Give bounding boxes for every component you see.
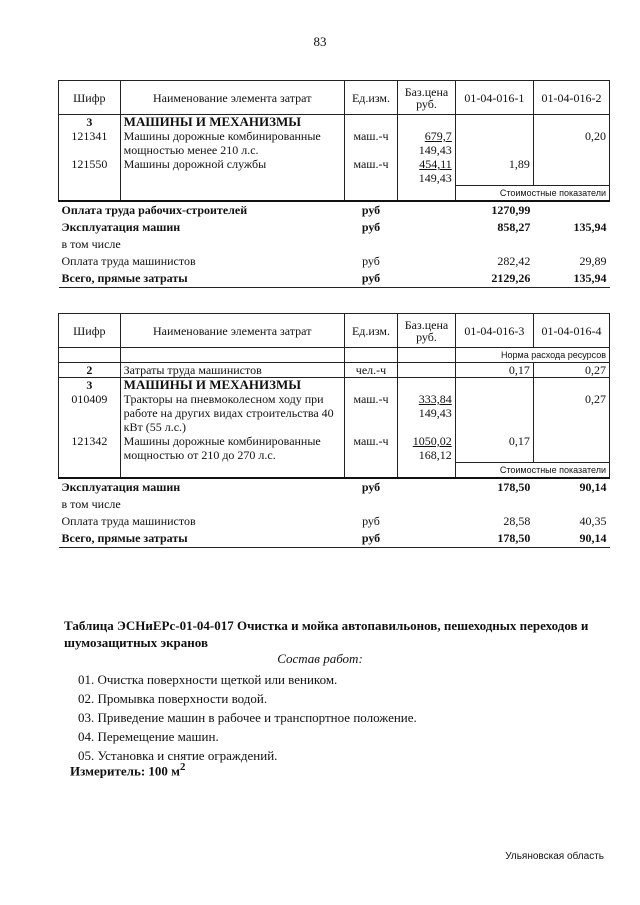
summary-unit: руб bbox=[344, 478, 397, 496]
section-row bbox=[59, 115, 610, 130]
summary-unit: руб bbox=[344, 270, 397, 288]
cost-header: Стоимостные показатели bbox=[455, 185, 609, 201]
header-price: Баз.цена руб. bbox=[398, 81, 456, 115]
table-row bbox=[59, 129, 610, 157]
header-col-2: 01-04-016-2 bbox=[533, 81, 609, 115]
table-header-row bbox=[59, 314, 610, 348]
row-value-2 bbox=[533, 157, 609, 185]
table-row bbox=[59, 157, 610, 185]
header-name: Наименование элемента затрат bbox=[120, 314, 344, 348]
labor-value-1: 0,17 bbox=[455, 363, 533, 378]
summary-unit: руб bbox=[361, 219, 381, 234]
summary-value-1 bbox=[455, 236, 533, 253]
summary-value-2 bbox=[533, 201, 609, 219]
section-name: МАШИНЫ И МЕХАНИЗМЫ bbox=[120, 115, 344, 130]
summary-value-2: 40,35 bbox=[579, 513, 607, 528]
row-value-2: 0,27 bbox=[533, 392, 609, 434]
summary-value-2 bbox=[533, 236, 609, 253]
table-title: Таблица ЭСНиЕРс-01-04-017 Очистка и мойка автопавильонов, пешеходных переходов и шумозащитных экранов bbox=[64, 618, 589, 650]
summary-name: в том числе bbox=[61, 236, 121, 251]
row-value-1: 1,89 bbox=[455, 157, 533, 185]
table-header-row bbox=[59, 81, 610, 115]
summary-row bbox=[59, 236, 610, 253]
summary-value-2: 90,14 bbox=[533, 530, 609, 548]
summary-row bbox=[59, 201, 610, 219]
row-code: 121341 bbox=[59, 129, 121, 157]
header-name: Наименование элемента затрат bbox=[120, 81, 344, 115]
header-unit: Ед.изм. bbox=[344, 81, 397, 115]
summary-row bbox=[59, 253, 610, 270]
list-item: 04. Перемещение машин. bbox=[78, 729, 219, 744]
header-code: Шифр bbox=[59, 81, 121, 115]
list-item: 05. Установка и снятие ограждений. bbox=[78, 748, 278, 763]
list-item: 03. Приведение машин в рабочее и транспортное положение. bbox=[78, 710, 417, 725]
summary-value-2: 135,94 bbox=[573, 219, 607, 234]
summary-value-2: 135,94 bbox=[533, 270, 609, 288]
page-number: 83 bbox=[313, 34, 327, 49]
summary-name: Оплата труда рабочих-строителей bbox=[59, 201, 345, 219]
row-value-1: 0,17 bbox=[455, 434, 533, 462]
cost-header-row bbox=[59, 462, 610, 478]
summary-name: в том числе bbox=[61, 496, 121, 511]
summary-name: Оплата труда машинистов bbox=[61, 253, 196, 268]
works-list bbox=[78, 670, 417, 765]
summary-value-1: 28,58 bbox=[503, 513, 531, 528]
labor-value-2: 0,27 bbox=[533, 363, 609, 378]
row-value-1 bbox=[455, 392, 533, 434]
summary-unit: руб bbox=[362, 253, 380, 268]
row-unit: маш.-ч bbox=[344, 392, 397, 434]
header-col-3: 01-04-016-3 bbox=[455, 314, 533, 348]
cost-header-row bbox=[59, 185, 610, 201]
header-code: Шифр bbox=[59, 314, 121, 348]
row-price: 1050,02 168,12 bbox=[398, 434, 456, 462]
list-item: 02. Промывка поверхности водой. bbox=[78, 691, 268, 706]
summary-value-1: 858,27 bbox=[497, 219, 531, 234]
summary-value-1: 1270,99 bbox=[455, 201, 533, 219]
summary-unit: руб bbox=[362, 513, 380, 528]
resource-table-1 bbox=[58, 80, 610, 288]
labor-name: Затраты труда машинистов bbox=[120, 363, 344, 378]
summary-value-1: 282,42 bbox=[497, 253, 531, 268]
summary-value-2: 29,89 bbox=[579, 253, 607, 268]
summary-row bbox=[59, 513, 610, 530]
section-row bbox=[59, 378, 610, 393]
header-price: Баз.цена руб. bbox=[398, 314, 456, 348]
header-unit: Ед.изм. bbox=[344, 314, 397, 348]
row-value-2 bbox=[533, 434, 609, 462]
summary-name: Оплата труда машинистов bbox=[61, 513, 196, 528]
summary-name: Всего, прямые затраты bbox=[59, 270, 345, 288]
cost-header: Стоимостные показатели bbox=[455, 462, 609, 478]
row-unit: маш.-ч bbox=[344, 434, 397, 462]
summary-row bbox=[59, 270, 610, 288]
summary-row bbox=[59, 219, 610, 236]
labor-code: 2 bbox=[59, 363, 121, 378]
summary-unit bbox=[344, 236, 397, 253]
summary-value-1: 178,50 bbox=[455, 478, 533, 496]
row-price: 679,7 149,43 bbox=[398, 129, 456, 157]
resource-table-2 bbox=[58, 313, 610, 548]
section-name: МАШИНЫ И МЕХАНИЗМЫ bbox=[120, 378, 344, 393]
row-value-1 bbox=[455, 129, 533, 157]
row-name: Машины дорожные комбинированные мощностью менее 210 л.с. bbox=[120, 129, 344, 157]
summary-unit: руб bbox=[344, 201, 397, 219]
row-name: Машины дорожные комбинированные мощностью от 210 до 270 л.с. bbox=[120, 434, 344, 462]
rate-header-row bbox=[59, 348, 610, 363]
table-row bbox=[59, 434, 610, 462]
measure-unit: Измеритель: 100 $м^2$ bbox=[70, 761, 186, 779]
labor-row bbox=[59, 363, 610, 378]
row-code: 121342 bbox=[59, 434, 121, 462]
summary-value-1 bbox=[455, 496, 533, 513]
list-item: 01. Очистка поверхности щеткой или веником. bbox=[78, 672, 338, 687]
row-unit: маш.-ч bbox=[344, 129, 397, 157]
summary-unit bbox=[344, 496, 397, 513]
section-number: 3 bbox=[59, 378, 121, 393]
header-col-1: 01-04-016-1 bbox=[455, 81, 533, 115]
header-col-4: 01-04-016-4 bbox=[533, 314, 609, 348]
row-unit: маш.-ч bbox=[344, 157, 397, 185]
summary-value-2 bbox=[533, 496, 609, 513]
works-title: Состав работ: bbox=[277, 651, 363, 666]
summary-name: Всего, прямые затраты bbox=[59, 530, 345, 548]
summary-row bbox=[59, 530, 610, 548]
section-number: 3 bbox=[59, 115, 121, 130]
row-name: Тракторы на пневмоколесном ходу при работе на других видах строительства 40 кВт (55 л.с.) bbox=[120, 392, 344, 434]
summary-name: Эксплуатация машин bbox=[61, 219, 181, 234]
footer-region: Ульяновская область bbox=[505, 851, 604, 862]
summary-row bbox=[59, 478, 610, 496]
summary-value-2: 90,14 bbox=[533, 478, 609, 496]
rate-header: Норма расхода ресурсов bbox=[455, 348, 609, 363]
row-name: Машины дорожной службы bbox=[120, 157, 344, 185]
summary-name: Эксплуатация машин bbox=[59, 478, 345, 496]
summary-value-1: 2129,26 bbox=[455, 270, 533, 288]
summary-row bbox=[59, 496, 610, 513]
row-value-2: 0,20 bbox=[533, 129, 609, 157]
summary-unit: руб bbox=[344, 530, 397, 548]
labor-unit: чел.-ч bbox=[344, 363, 397, 378]
table-row bbox=[59, 392, 610, 434]
row-code: 010409 bbox=[59, 392, 121, 434]
row-price: 333,84 149,43 bbox=[398, 392, 456, 434]
summary-value-1: 178,50 bbox=[455, 530, 533, 548]
row-code: 121550 bbox=[59, 157, 121, 185]
row-price: 454,11 149,43 bbox=[398, 157, 456, 185]
